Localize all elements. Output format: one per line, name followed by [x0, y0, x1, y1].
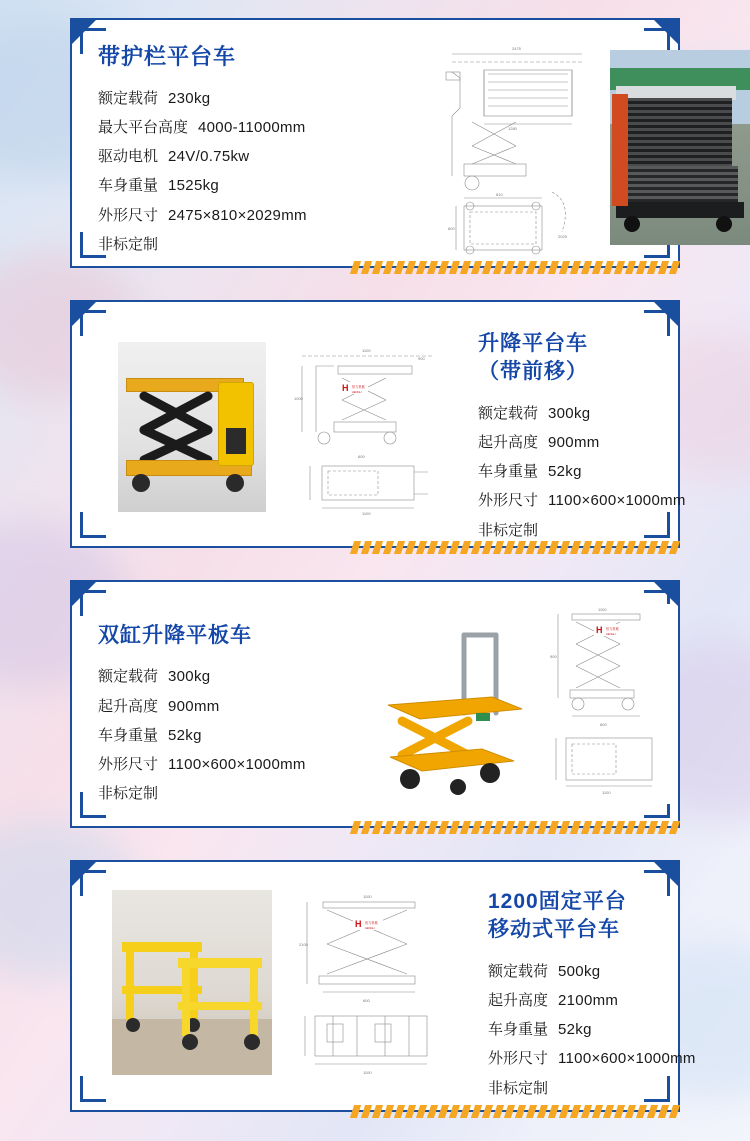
spec-label: 车身重量 — [98, 177, 159, 195]
svg-text:900: 900 — [550, 654, 557, 659]
card-title-line2: 移动式平台车 — [488, 918, 620, 942]
svg-text:600: 600 — [448, 226, 455, 231]
svg-text:810: 810 — [496, 192, 503, 197]
spec-label: 非标定制 — [478, 521, 539, 539]
spec-label: 起升高度 — [478, 433, 539, 451]
svg-text:HENGLI: HENGLI — [352, 391, 362, 394]
product-card — [70, 18, 680, 268]
spec-value: 900mm — [168, 697, 220, 715]
corner-bracket-icon — [80, 1076, 106, 1102]
svg-text:H: H — [596, 625, 603, 635]
spec-row — [98, 201, 386, 230]
spec-label: 非标定制 — [98, 235, 159, 253]
spec-value: 1100×600×1000mm — [558, 1050, 696, 1068]
corner-bracket-icon — [80, 310, 106, 336]
spec-label: 额定载荷 — [98, 89, 159, 107]
product-photo — [112, 890, 272, 1075]
svg-text:1100: 1100 — [598, 607, 607, 612]
spec-label: 车身重量 — [478, 463, 539, 481]
svg-text:1100: 1100 — [363, 894, 372, 899]
svg-text:HENGLI: HENGLI — [606, 633, 616, 636]
product-card — [70, 300, 686, 548]
spec-row — [488, 1074, 652, 1103]
spec-value: 52kg — [558, 1021, 592, 1039]
blueprint-drawing — [282, 338, 452, 518]
corner-bracket-icon — [80, 870, 106, 896]
svg-text:600: 600 — [600, 722, 607, 727]
spec-value: 52kg — [168, 726, 202, 744]
svg-text:1100: 1100 — [362, 348, 371, 353]
spec-label: 外形尺寸 — [98, 206, 159, 224]
spec-label: 驱动电机 — [98, 148, 159, 166]
product-photo — [610, 50, 750, 245]
spec-row — [488, 986, 652, 1015]
spec-value: 900mm — [548, 433, 600, 451]
spec-label: 起升高度 — [488, 991, 549, 1009]
spec-list — [98, 84, 386, 260]
card-title-line2: （带前移） — [478, 360, 588, 384]
svg-text:900: 900 — [418, 356, 425, 361]
card-text-block — [72, 582, 402, 826]
decorative-ribbon — [352, 260, 678, 274]
spec-value: 1525kg — [168, 177, 220, 195]
svg-text:600: 600 — [358, 454, 365, 459]
spec-value: 1100×600×1000mm — [168, 756, 306, 774]
spec-label: 车身重量 — [98, 726, 159, 744]
spec-row — [98, 230, 386, 259]
card-text-block — [462, 862, 696, 1110]
spec-label: 额定载荷 — [488, 962, 549, 980]
spec-row — [98, 142, 386, 171]
svg-text:1100: 1100 — [362, 511, 371, 516]
svg-text:2100: 2100 — [299, 942, 308, 947]
spec-value: 24V/0.75kw — [168, 148, 250, 166]
decorative-ribbon — [352, 540, 678, 554]
spec-label: 外形尺寸 — [98, 756, 159, 774]
svg-text:恒力机械: 恒力机械 — [606, 627, 619, 631]
svg-text:1100: 1100 — [602, 790, 611, 795]
spec-label: 最大平台高度 — [98, 118, 189, 136]
spec-value: 2475×810×2029mm — [168, 206, 307, 224]
blueprint-drawing — [412, 42, 602, 257]
spec-label: 起升高度 — [98, 697, 159, 715]
spec-row — [98, 113, 386, 142]
spec-label: 车身重量 — [488, 1021, 549, 1039]
spec-row — [478, 486, 686, 515]
svg-text:恒力机械: 恒力机械 — [352, 385, 365, 389]
spec-row — [488, 1015, 652, 1044]
svg-text:2475: 2475 — [512, 46, 521, 51]
card-title: 双缸升降平板车 — [98, 624, 252, 647]
spec-label: 外形尺寸 — [478, 492, 539, 510]
spec-value: 52kg — [548, 463, 582, 481]
spec-row — [98, 662, 376, 691]
spec-row — [488, 1044, 696, 1073]
card-text-block — [452, 302, 686, 546]
spec-value: 300kg — [168, 668, 211, 686]
svg-text:HENGLI: HENGLI — [365, 927, 375, 930]
product-card — [70, 860, 696, 1112]
svg-text:1100: 1100 — [363, 1070, 372, 1075]
spec-label: 非标定制 — [98, 785, 159, 803]
spec-row — [488, 957, 652, 986]
spec-row — [98, 692, 376, 721]
spec-row — [98, 84, 386, 113]
spec-row — [98, 721, 376, 750]
svg-text:1000: 1000 — [294, 396, 303, 401]
svg-text:600: 600 — [363, 998, 370, 1003]
card-text-block — [72, 20, 412, 266]
corner-bracket-icon — [80, 512, 106, 538]
spec-row — [478, 457, 652, 486]
spec-list — [478, 399, 686, 545]
spec-value: 2100mm — [558, 991, 619, 1009]
svg-text:H: H — [342, 383, 349, 393]
blueprint-drawing — [287, 888, 457, 1078]
spec-value: 1100×600×1000mm — [548, 492, 686, 510]
svg-text:2029: 2029 — [558, 234, 567, 239]
spec-row — [98, 171, 386, 200]
card-title: 升降平台车 — [478, 332, 588, 355]
spec-list — [98, 662, 376, 808]
spec-row — [98, 779, 376, 808]
decorative-ribbon — [352, 820, 678, 834]
spec-label: 额定载荷 — [478, 404, 539, 422]
svg-text:恒力机械: 恒力机械 — [365, 921, 378, 925]
spec-list — [488, 957, 696, 1103]
spec-row — [478, 399, 652, 428]
blueprint-drawing — [542, 604, 672, 804]
spec-label: 额定载荷 — [98, 668, 159, 686]
decorative-ribbon — [352, 1104, 678, 1118]
spec-label: 非标定制 — [488, 1079, 549, 1097]
product-card — [70, 580, 680, 828]
svg-text:1280: 1280 — [508, 126, 517, 131]
product-photo — [118, 342, 266, 512]
spec-value: 4000-11000mm — [198, 118, 306, 136]
spec-label: 外形尺寸 — [488, 1050, 549, 1068]
svg-text:H: H — [355, 919, 362, 929]
card-title: 带护栏平台车 — [98, 44, 237, 69]
spec-value: 500kg — [558, 962, 601, 980]
spec-row — [478, 428, 652, 457]
spec-value: 300kg — [548, 404, 591, 422]
spec-value: 230kg — [168, 89, 211, 107]
card-title: 1200固定平台 — [488, 890, 627, 913]
spec-row — [98, 750, 376, 779]
